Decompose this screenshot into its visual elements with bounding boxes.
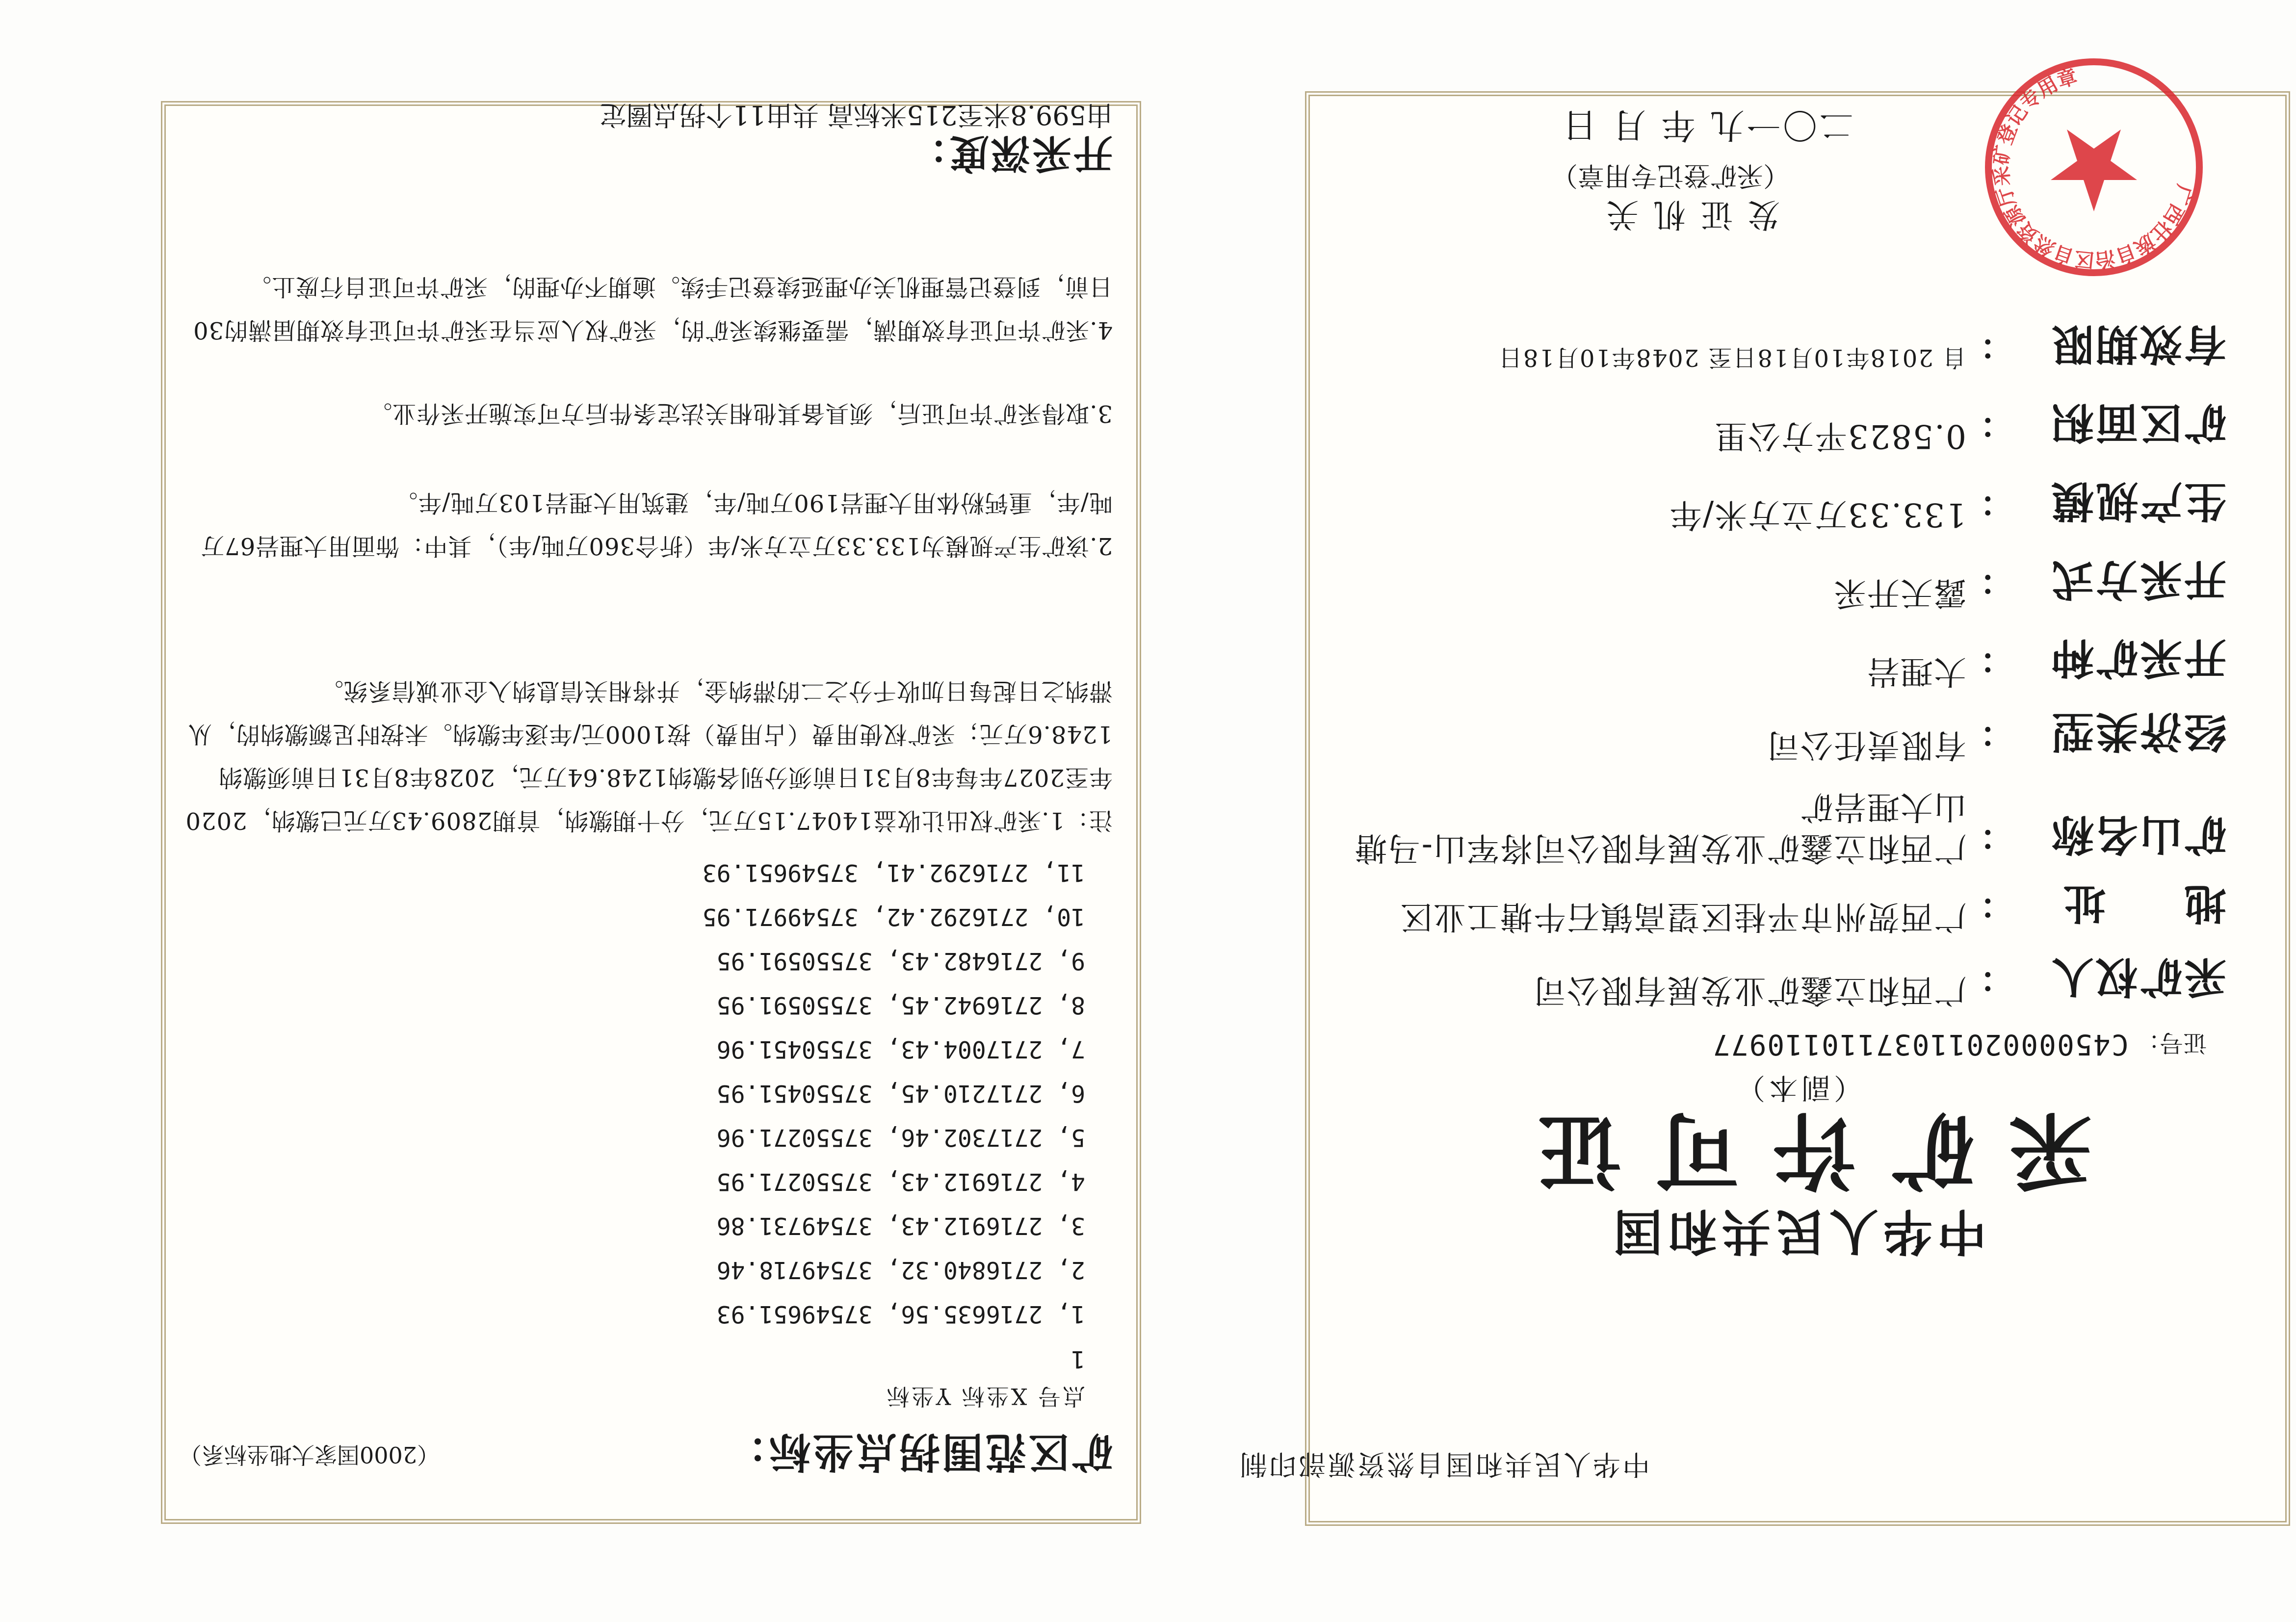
coordinates-header: 点号 X坐标 Y坐标 bbox=[885, 1383, 1085, 1410]
field-row-economic-type: 经济类型 ： 有限责任公司 bbox=[1324, 705, 2226, 766]
coordinate-row: 5, 2717302.46, 37550271.96 bbox=[716, 1124, 1085, 1151]
field-row-area: 矿区面积 ： 0.5823平方公里 bbox=[1324, 396, 2226, 457]
field-label: 采矿权人 bbox=[2050, 952, 2226, 1002]
coordinate-system: （2000国家大地坐标系） bbox=[179, 1442, 440, 1468]
coordinates-panel bbox=[161, 101, 1141, 1524]
field-label: 经济类型 bbox=[2050, 707, 2226, 756]
field-value: 露天开采 bbox=[1833, 574, 1966, 612]
field-row-mineral: 开采矿种 ： 大理岩 bbox=[1324, 631, 2226, 692]
issuing-authority-label: 发证机关 bbox=[1592, 196, 1780, 233]
field-row-mining-method: 开采方式 ： 露天开采 bbox=[1324, 553, 2226, 614]
field-value: 133.33万立方米/年 bbox=[1668, 496, 1966, 534]
field-value: 广西贺州市平桂区望高镇石牛塘工业区 bbox=[1399, 898, 1966, 936]
mining-depth-title: 开采深度： bbox=[907, 130, 1113, 177]
certificate-number bbox=[1712, 1028, 2207, 1062]
issuer-line: 中华人民共和国自然资源部印制 bbox=[1238, 1448, 1650, 1480]
field-value: 广西和立鑫矿业发展有限公司将军山-马塘山大理岩矿 bbox=[1354, 788, 1966, 867]
note-paragraph: 注：1.采矿权出让收益14047.15万元，分十期缴纳，首期2809.43万元已缴纳，2020年至2027年每年8月31日前须分别各缴纳1248.64万元，2028年8月31日前须缴纳1248.6万元；采矿权使用费（占用费）按1000元/年逐年缴纳。未按时足额缴纳的，从滞纳之日起每日加收千分之二的滞纳金，并将相关信息纳入企业诚信系统。 bbox=[185, 677, 1113, 834]
field-label: 地址 bbox=[1985, 878, 2226, 928]
field-row-scale: 生产规模 ： 133.33万立方米/年 bbox=[1324, 474, 2226, 535]
coordinate-row: 3, 2716912.43, 37549731.86 bbox=[716, 1212, 1085, 1239]
field-label: 开采矿种 bbox=[2050, 633, 2226, 683]
issue-date: 二〇一九 年 月 日 bbox=[1561, 105, 1853, 145]
field-label: 矿山名称 bbox=[2050, 810, 2226, 859]
coordinate-row: 1, 2716635.56, 37549651.93 bbox=[716, 1300, 1085, 1328]
coordinate-row: 9, 2716482.43, 37550591.95 bbox=[716, 947, 1085, 975]
coordinate-row: 8, 2716942.45, 37550591.95 bbox=[716, 991, 1085, 1019]
field-label: 开采方式 bbox=[2050, 555, 2226, 604]
note-paragraph: 3.取得采矿许可证后，须具备其他相关法定条件后方可实施开采作业。 bbox=[368, 400, 1113, 427]
coordinate-row: 10, 2716292.42, 37549971.95 bbox=[702, 903, 1085, 930]
coordinate-row: 4, 2716912.43, 37550271.95 bbox=[716, 1168, 1085, 1195]
registration-seal-note: （采矿登记专用章） bbox=[1551, 160, 1790, 191]
field-value: 大理岩 bbox=[1866, 653, 1966, 691]
field-label: 矿区面积 bbox=[2050, 398, 2226, 447]
mining-depth-value: 由599.8米至215米标高 共由11个拐点圈定 bbox=[600, 100, 1113, 130]
country-title: 中华人民共和国 bbox=[1609, 1203, 1986, 1261]
field-row-mine-name: 矿山名称 ： 广西和立鑫矿业发展有限公司将军山-马塘山大理岩矿 bbox=[1324, 786, 2226, 869]
field-value: 0.5823平方公里 bbox=[1714, 417, 1966, 455]
coordinate-row: 7, 2717004.43, 37550451.96 bbox=[716, 1035, 1085, 1063]
field-label: 生产规模 bbox=[2050, 476, 2226, 526]
field-row-validity: 有效期限 ： 自 2018年10月18日至 2048年10月18日 bbox=[1324, 317, 2226, 378]
document-title: 采矿许可证 bbox=[1503, 1101, 2092, 1199]
seal-text: 广西壮族自治区自然资源厅采矿登记专用章 bbox=[1990, 65, 2196, 271]
field-value: 有限责任公司 bbox=[1766, 726, 1966, 764]
field-row-rights-holder: 采矿权人 ： 广西和立鑫矿业发展有限公司 bbox=[1324, 950, 2226, 1011]
coordinates-title: 矿区范围拐点坐标： bbox=[724, 1428, 1113, 1476]
cert-no-label: 证号： bbox=[2136, 1029, 2207, 1056]
note-paragraph: 2.该矿生产规模为133.33万立方米/年（折合360万吨/年），其中：饰面用大理岩67万吨/年，重钙粉体用大理岩190万吨/年，建筑用大理岩103万吨/年。 bbox=[200, 489, 1113, 560]
official-seal-icon bbox=[1981, 54, 2207, 280]
field-label: 有效期限 bbox=[2050, 319, 2226, 369]
field-value: 广西和立鑫矿业发展有限公司 bbox=[1533, 972, 1966, 1009]
copy-label: （副本） bbox=[1733, 1071, 1863, 1105]
field-row-address: 地址 ： 广西贺州市平桂区望高镇石牛塘工业区 bbox=[1324, 876, 2226, 937]
coordinate-row: 11, 2716292.41, 37549651.93 bbox=[702, 859, 1085, 886]
certificate-panel bbox=[1238, 65, 2290, 1526]
point-group: 1 bbox=[1071, 1345, 1085, 1373]
field-value: 自 2018年10月18日至 2048年10月18日 bbox=[1497, 344, 1966, 371]
coordinate-row: 6, 2717210.45, 37550451.95 bbox=[716, 1080, 1085, 1107]
note-paragraph: 4.采矿许可证有效期满，需要继续采矿的，采矿权人应当在采矿许可证有效期届满的30日前，到登记管理机关办理延续登记手续。逾期不办理的，采矿许可证自行废止。 bbox=[193, 273, 1113, 344]
cert-no-value: C4500002011037110110977 bbox=[1712, 1028, 2129, 1061]
coordinate-row: 2, 2716840.32, 37549718.46 bbox=[716, 1256, 1085, 1284]
